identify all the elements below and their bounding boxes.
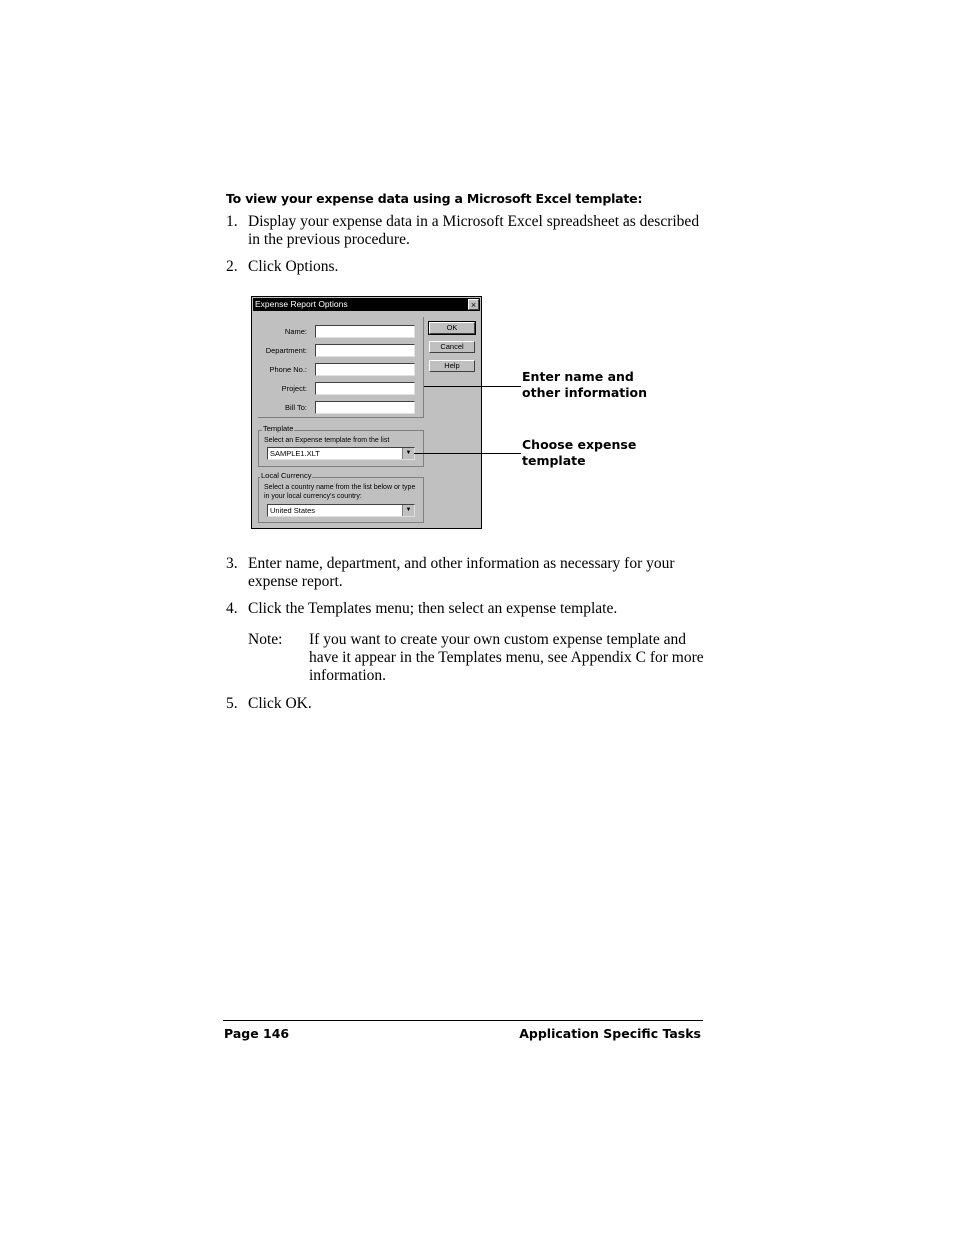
step-number: 3. xyxy=(226,555,238,572)
phone-field[interactable] xyxy=(315,363,415,376)
currency-select-value: United States xyxy=(270,506,316,515)
dialog-titlebar xyxy=(253,298,480,311)
page-number: Page 146 xyxy=(224,1026,290,1041)
template-instruction: Select an Expense template from the list xyxy=(264,437,390,444)
step-number: 1. xyxy=(226,213,238,230)
callout-template: Choose expense template xyxy=(522,437,637,468)
template-group-title: Template xyxy=(263,424,294,433)
department-label: Department: xyxy=(265,346,307,355)
step-number: 4. xyxy=(226,600,238,617)
step-text: Display your expense data in a Microsoft Excel spreadsheet as described in the previous procedure. xyxy=(248,213,700,248)
cancel-button[interactable]: Cancel xyxy=(429,341,475,353)
phone-label: Phone No.: xyxy=(269,365,307,374)
footer-rule xyxy=(223,1020,703,1021)
step-text: Enter name, department, and other information as necessary for your expense report. xyxy=(248,555,675,590)
step-number: 5. xyxy=(226,695,238,712)
step-text: Click the Templates menu; then select an expense template. xyxy=(248,600,618,617)
currency-instruction: Select a country name from the list below or type in your local currency's country: xyxy=(264,484,416,500)
ok-button[interactable]: OK xyxy=(429,322,475,334)
chevron-down-icon[interactable]: ▼ xyxy=(402,505,414,516)
department-field[interactable] xyxy=(315,344,415,357)
close-icon[interactable]: × xyxy=(468,299,479,310)
expense-report-options-dialog xyxy=(251,296,482,529)
section-title: Application Specific Tasks xyxy=(519,1026,701,1041)
dialog-title: Expense Report Options xyxy=(255,299,348,309)
name-field[interactable] xyxy=(315,325,415,338)
note-label: Note: xyxy=(248,631,283,648)
step-text: Click Options. xyxy=(248,258,339,275)
callout-line-template xyxy=(414,453,521,454)
step-text: Click OK. xyxy=(248,695,312,712)
currency-select[interactable] xyxy=(267,504,415,517)
currency-group-title: Local Currency xyxy=(261,471,312,480)
help-button[interactable]: Help xyxy=(429,360,475,372)
callout-info: Enter name and other information xyxy=(522,369,648,400)
template-select[interactable] xyxy=(267,447,415,460)
bill-to-label: Bill To: xyxy=(285,403,307,412)
name-label: Name: xyxy=(284,327,307,336)
step-number: 2. xyxy=(226,258,238,275)
project-field[interactable] xyxy=(315,382,415,395)
project-label: Project: xyxy=(281,384,307,393)
procedure-heading: To view your expense data using a Microsoft Excel template: xyxy=(226,191,643,206)
note-text: If you want to create your own custom expense template and have it appear in the Templates menu, see Appendix C for more information. xyxy=(309,631,704,684)
chevron-down-icon[interactable]: ▼ xyxy=(402,448,414,459)
bill-to-field[interactable] xyxy=(315,401,415,414)
callout-line-info xyxy=(424,386,521,387)
template-select-value: SAMPLE1.XLT xyxy=(270,449,320,458)
